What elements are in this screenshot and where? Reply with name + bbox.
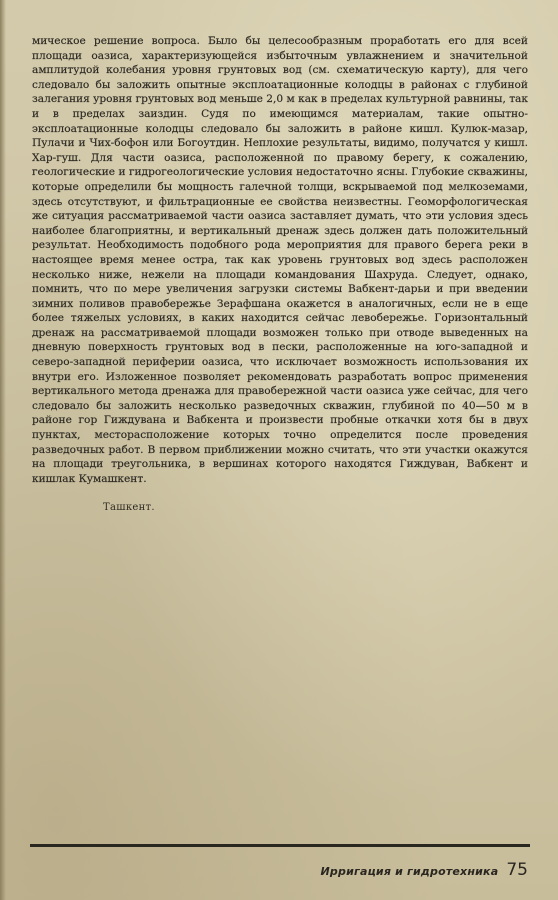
page-edge-shadow (0, 0, 6, 900)
page-footer (321, 860, 528, 886)
footer-rule (30, 844, 530, 847)
journal-title: Ирригация и гидротехника (320, 865, 499, 878)
page-number: 75 (506, 860, 528, 880)
place-signature: Ташкент. (103, 502, 155, 513)
article-text-block (32, 34, 528, 486)
article-paragraph: мическое решение вопроса. Было бы целесообразным проработать его для всей площади оазиса, характеризующейся избыточным увлажнением и значительной амплитудой колебания уровня грунтовых вод (см. схематическую карту), для чего следовало бы заложить опытные эксплоатационные колодцы в районах с глубиной залегания уровня грунтовых вод меньше 2,0 м как в пределах культурной равнины, так и в пределах заиздин. Судя по имеющимся материалам, такие опытно-эксплоатационные колодцы следовало бы заложить в районе кишл. Кулюк-мазар, Пулачи и Чих-бофон или Богоутдин. Неплохие результаты, видимо, получатся у кишл. Хар-гуш. Для части оазиса, расположенной по правому берегу, к сожалению, геологические и гидрогеологические условия недостаточно ясны. Глубокие скважины, которые определили бы мощность галечной толщи, вскрываемой под мелкоземами, здесь отсутствуют, и фильтрационные ее свойства неизвестны. Геоморфологическая же ситуация рассматриваемой части оазиса заставляет думать, что эти условия здесь наиболее благоприятны, и вертикальный дренаж здесь должен дать положительный результат. Необходимость подобного рода мероприятия для правого берега реки в настоящее время менее остра, так как уровень грунтовых вод здесь расположен несколько ниже, нежели на площади командования Шахруда. Следует, однако, помнить, что по мере увеличения загрузки системы Вабкент-дарьи и при введении зимних поливов правобережье Зерафшана окажется в аналогичных, если не в еще более тяжелых условиях, в каких находится сейчас левобережье. Горизонтальный дренаж на рассматриваемой площади возможен только при отводе выведенных на дневную поверхность грунтовых вод в пески, расположенные на юго-западной и северо-западной периферии оазиса, что исключает возможность использования их внутри его. Изложенное позволяет рекомендовать разработать вопрос применения вертикального метода дренажа для правобережной части оазиса уже сейчас, для чего следовало бы заложить несколько разведочных скважин, глубиной по 40—50 м в районе гор Гиждувана и Вабкента и произвести пробные откачки хотя бы в двух пунктах, месторасположение которых точно определится после проведения разведочных работ. В первом приближении можно считать, что эти участки окажутся на площади треугольника, в вершинах которого находятся Гиждуван, Вабкент и кишлак Кумашкент. (32, 35, 528, 485)
